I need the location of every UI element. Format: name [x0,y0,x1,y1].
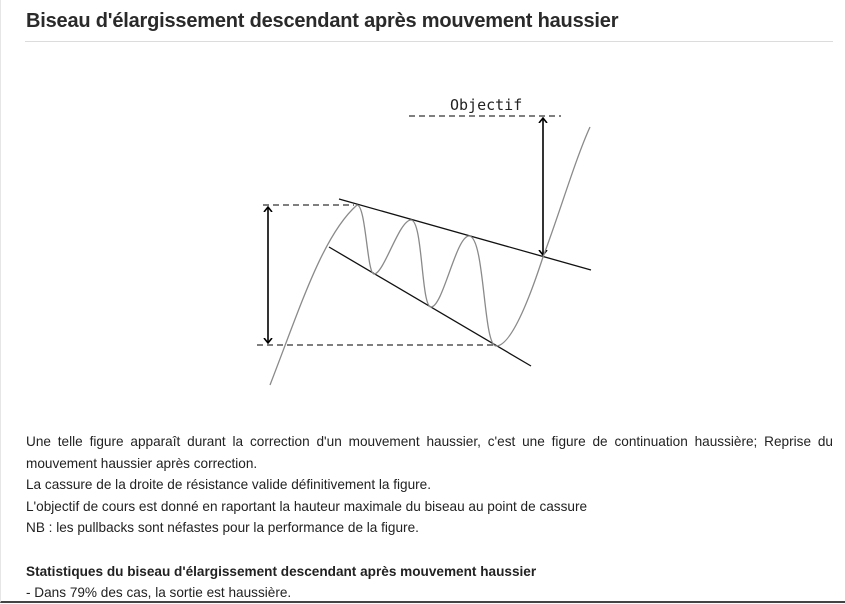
resistance-line [339,199,591,270]
paragraph-note: NB : les pullbacks sont néfastes pour la performance de la figure. [26,520,419,536]
paragraph-breakout: La cassure de la droite de résistance valide définitivement la figure. [26,477,432,493]
paragraph-spacer [26,539,833,561]
statistics-heading: Statistiques du biseau d'élargissement descendant après mouvement haussier [26,563,537,579]
page-title: Biseau d'élargissement descendant après mouvement haussier [26,10,619,32]
objective-label: Objectif [450,96,523,114]
statistics-item: - Dans 79% des cas, la sortie est haussière. [26,585,292,601]
article-body [26,431,833,604]
paragraph-intro: Une telle figure apparaît durant la correction d'un mouvement haussier, c'est une figure de continuation haussière; Reprise du mouvement haussier après correction. [26,434,833,471]
pattern-diagram [1,0,845,420]
paragraph-objective: L'objectif de cours est donné en raportant la hauteur maximale du biseau au point de cassure [26,498,588,514]
